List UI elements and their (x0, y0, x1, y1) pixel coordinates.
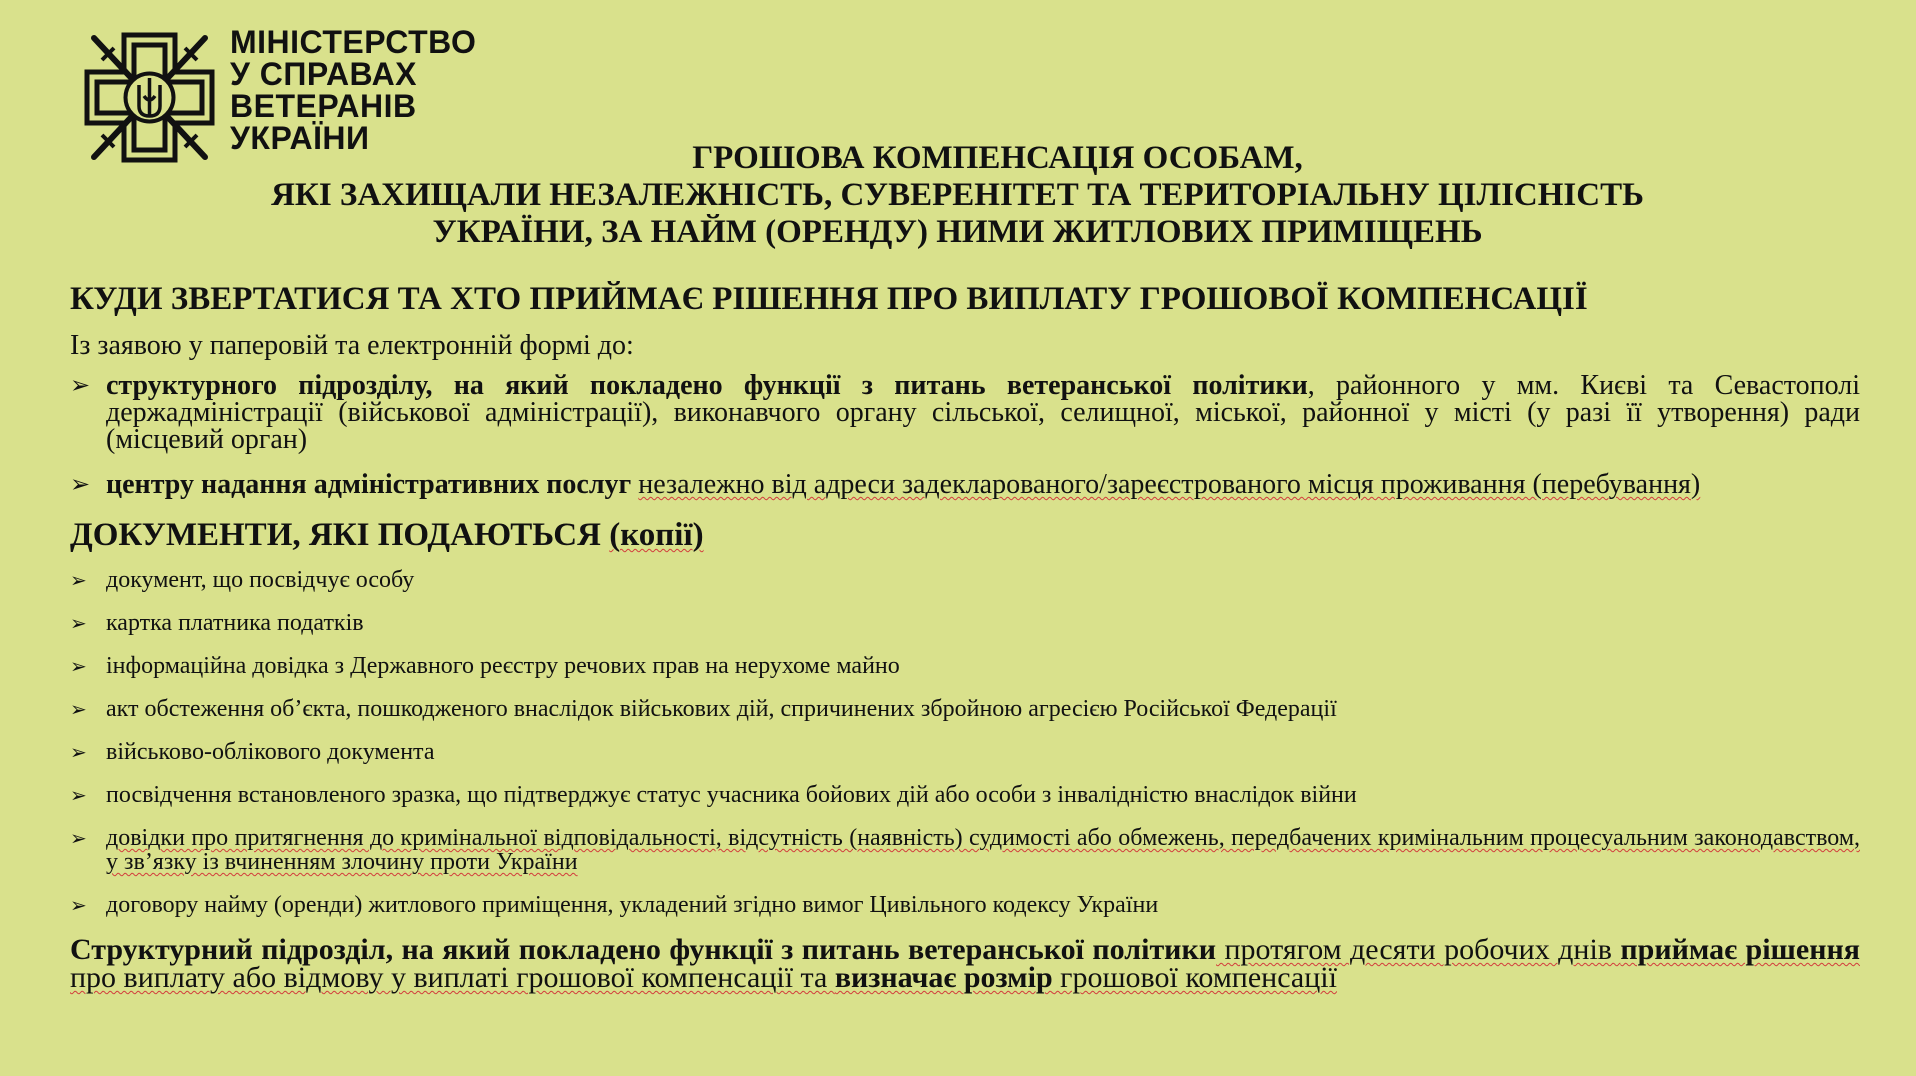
ministry-name (230, 26, 476, 154)
bullet-bold-text: центру надання адміністративних послуг (106, 469, 632, 500)
list-item (70, 654, 1860, 678)
arrow-bullet-icon: ➢ (70, 654, 87, 678)
arrow-bullet-icon: ➢ (70, 893, 87, 917)
list-item (70, 611, 1860, 635)
arrow-bullet-icon: ➢ (70, 740, 87, 764)
list-item (70, 697, 1860, 721)
arrow-bullet-icon: ➢ (70, 470, 91, 498)
documents-heading-suffix: (копії) (609, 517, 704, 553)
document-item-text: договору найму (оренди) житлового приміщення, укладений згідно вимог Цивільного кодексу України (106, 892, 1159, 918)
list-item (70, 740, 1860, 764)
decision-note-text: протягом десяти робочих днів (1216, 933, 1621, 966)
decision-note-bold: приймає рішення (1620, 933, 1860, 966)
ministry-name-line: УКРАЇНИ (230, 120, 370, 156)
document-item-text: довідки про притягнення до кримінальної відповідальності, відсутність (наявність) судимості або обмежень, передбачених кримінальним процесуальним законодавством, у зв’язку із вчиненням злочину проти України (106, 825, 1860, 875)
ministry-name-line: ВЕТЕРАНІВ (230, 88, 417, 124)
document-item-text: інформаційна довідка з Державного реєстру речових прав на нерухоме майно (106, 653, 900, 679)
document-item-text: акт обстеження об’єкта, пошкодженого внаслідок військових дій, спричинених збройною агресією Російської Федерації (106, 696, 1337, 722)
where-to-apply-list (70, 372, 1860, 498)
ministry-name-line: МІНІСТЕРСТВО (230, 24, 477, 60)
content (70, 280, 1860, 992)
arrow-bullet-icon: ➢ (70, 568, 87, 592)
documents-heading (70, 516, 1860, 554)
bullet-text: незалежно від адреси задекларованого/зареєстрованого місця проживання (перебування) (638, 469, 1701, 500)
list-item (70, 471, 1860, 498)
arrow-bullet-icon: ➢ (70, 611, 87, 635)
document-item-text: військово-облікового документа (106, 739, 435, 765)
decision-note (70, 933, 1860, 994)
title-line-3: УКРАЇНИ, ЗА НАЙМ (ОРЕНДУ) НИМИ ЖИТЛОВИХ ПРИМІЩЕНЬ (432, 214, 1483, 250)
bullet-text: , районного у мм. Києві та Севастополі держадміністрації (військової адміністрації), виконавчого органу сільської, селищної, міської, районної у місті (у разі її утворення) ради (місцевий орган) (106, 370, 1860, 455)
decision-note-text: грошової компенсації (1052, 961, 1337, 994)
documents-heading-text: ДОКУМЕНТИ, ЯКІ ПОДАЮТЬСЯ (70, 517, 601, 553)
list-item (70, 372, 1860, 453)
list-item (70, 568, 1860, 592)
page-title (0, 140, 1916, 251)
decision-note-bold: Структурний підрозділ, на який покладено функції з питань ветеранської політики (70, 933, 1217, 966)
arrow-bullet-icon: ➢ (70, 783, 87, 807)
ministry-name-line: У СПРАВАХ (230, 56, 418, 92)
document-item-text: картка платника податків (106, 610, 364, 636)
arrow-bullet-icon: ➢ (70, 371, 91, 399)
list-item (70, 783, 1860, 807)
intro-text: Із заявою у паперовій та електронній формі до: (70, 330, 634, 361)
document-item-text: документ, що посвідчує особу (106, 567, 415, 593)
arrow-bullet-icon: ➢ (70, 826, 87, 850)
bullet-bold-text: структурного підрозділу, на який покладено функції з питань ветеранської політики (106, 370, 1308, 401)
document-item-text: посвідчення встановленого зразка, що підтверджує статус учасника бойових дій або особи з інвалідністю внаслідок війни (106, 782, 1357, 808)
arrow-bullet-icon: ➢ (70, 697, 87, 721)
title-line-2: ЯКІ ЗАХИЩАЛИ НЕЗАЛЕЖНІСТЬ, СУВЕРЕНІТЕТ ТА ТЕРИТОРІАЛЬНУ ЦІЛІСНІСТЬ (271, 177, 1644, 213)
decision-note-text: про виплату або відмову у виплаті грошової компенсації та (70, 961, 835, 994)
decision-note-bold: визначає розмір (834, 961, 1053, 994)
title-line-1: ГРОШОВА КОМПЕНСАЦІЯ ОСОБАМ, (692, 140, 1303, 176)
list-item (70, 893, 1860, 917)
where-to-apply-heading: КУДИ ЗВЕРТАТИСЯ ТА ХТО ПРИЙМАЄ РІШЕННЯ ПРО ВИПЛАТУ ГРОШОВОЇ КОМПЕНСАЦІЇ (70, 281, 1588, 317)
list-item (70, 826, 1860, 874)
documents-list (70, 568, 1860, 917)
